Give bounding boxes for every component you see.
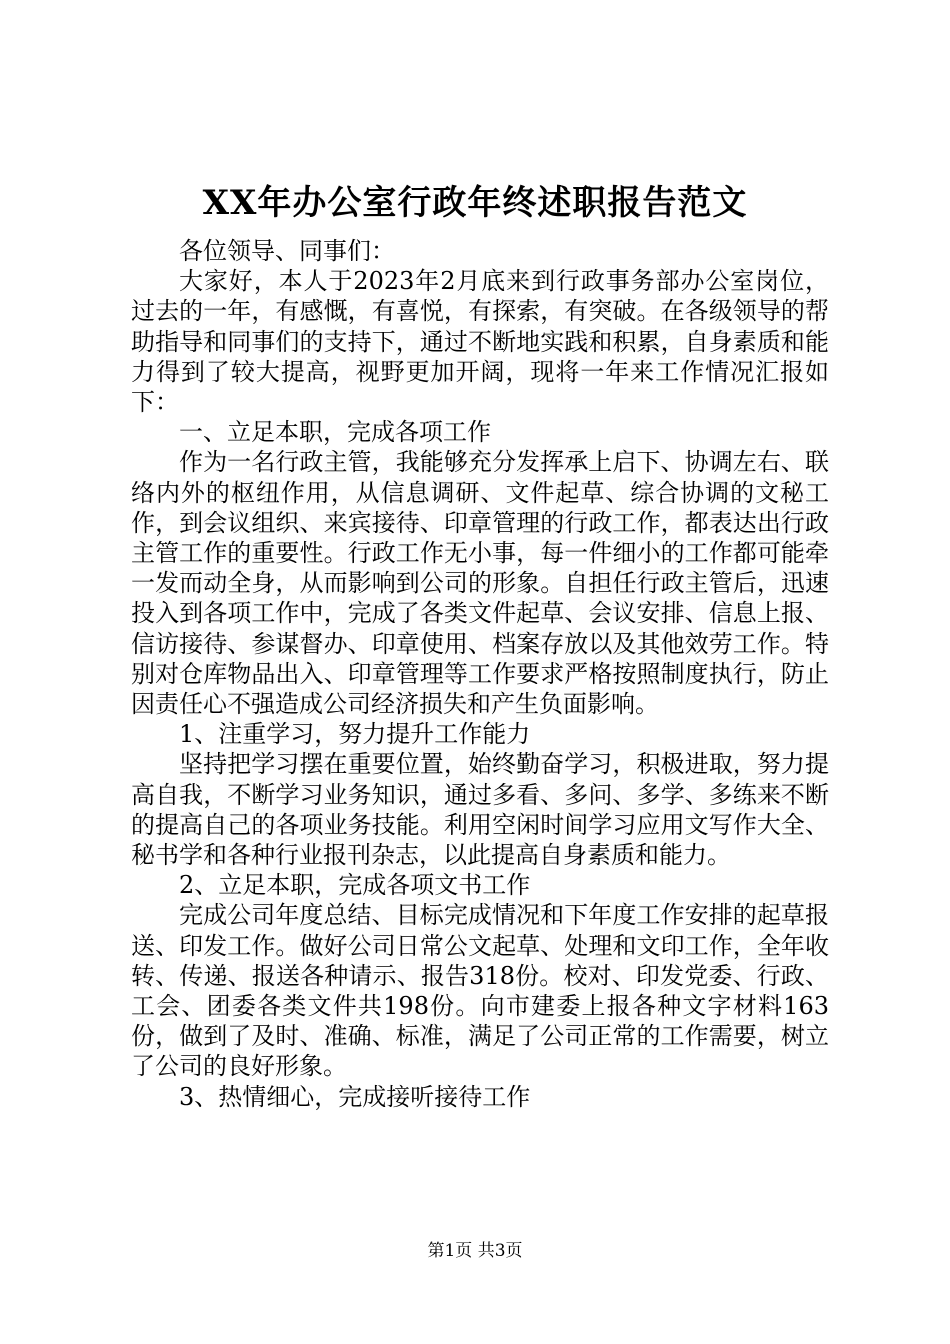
section-1-paragraph: 作为一名行政主管，我能够充分发挥承上启下、协调左右、联络内外的枢纽作用，从信息调研、文件起草、综合协调的文秘工作，到会议组织、来宾接待、印章管理的行政工作，都表达出行政主管工作的重要性。行政工作无小事，每一件细小的工作都可能牵一发而动全身，从而影响到公司的形象。自担任行政主管后，迅速投入到各项工作中，完成了各类文件起草、会议安排、信息上报、信访接待、参谋督办、印章使用、档案存放以及其他效劳工作。特别对仓库物品出入、印章管理等工作要求严格按照制度执行，防止因责任心不强造成公司经济损失和产生负面影响。 (131, 448, 829, 719)
document-title: XX年办公室行政年终述职报告范文 (202, 183, 748, 223)
subheading-1: 1、注重学习，努力提升工作能力 (179, 720, 531, 749)
subheading-3: 3、热情细心，完成接听接待工作 (179, 1082, 531, 1111)
page-number: 第1页 共3页 (427, 1241, 523, 1261)
subheading-1-paragraph: 坚持把学习摆在重要位置，始终勤奋学习，积极进取，努力提高自我，不断学习业务知识，通过多看、多问、多学、多练来不断的提高自己的各项业务技能。利用空闲时间学习应用文写作大全、秘书学和各种行业报刊杂志，以此提高自身素质和能力。 (131, 750, 829, 870)
subheading-2: 2、立足本职，完成各项文书工作 (179, 871, 531, 900)
document-body (131, 236, 829, 1112)
salutation: 各位领导、同事们： (179, 237, 395, 265)
subheading-2-paragraph: 完成公司年度总结、目标完成情况和下年度工作安排的起草报送、印发工作。做好公司日常公文起草、处理和文印工作，全年收转、传递、报送各种请示、报告318份。校对、印发党委、行政、工会、团委各类文件共198份。向市建委上报各种文字材料163份，做到了及时、准确、标准，满足了公司正常的工作需要，树立了公司的良好形象。 (131, 901, 829, 1081)
section-heading-1: 一、立足本职，完成各项工作 (179, 418, 491, 447)
intro-paragraph: 大家好，本人于2023年2月底来到行政事务部办公室岗位，过去的一年，有感慨，有喜悦，有探索，有突破。在各级领导的帮助指导和同事们的支持下，通过不断地实践和积累，自身素质和能力得到了较大提高，视野更加开阔，现将一年来工作情况汇报如下： (131, 267, 829, 417)
